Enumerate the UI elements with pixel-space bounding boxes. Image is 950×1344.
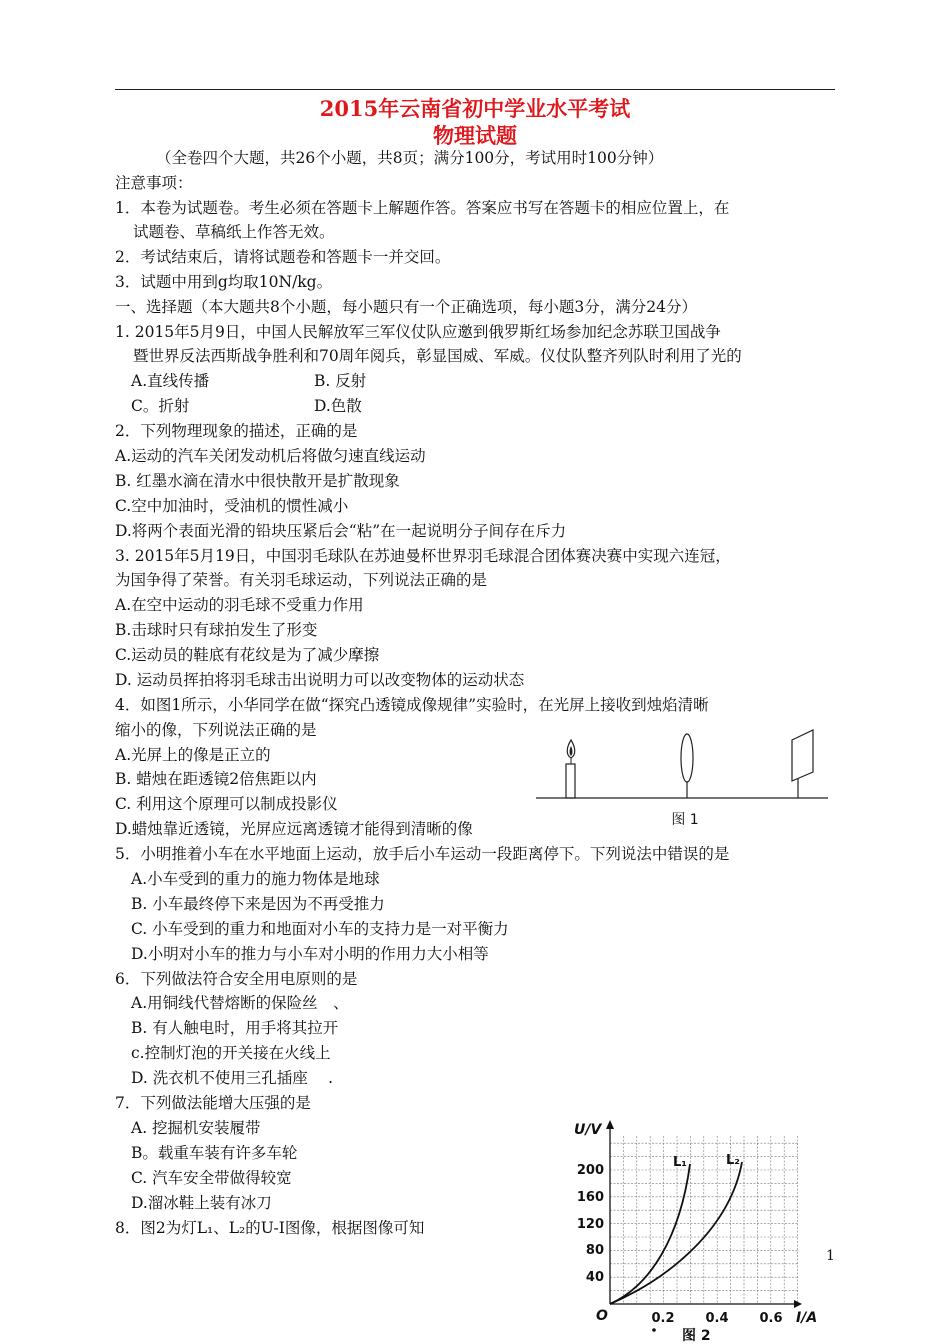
q4-option-c: C. 利用这个原理可以制成投影仪 bbox=[115, 795, 338, 813]
q4-option-d: D.蜡烛靠近透镜，光屏应远离透镜才能得到清晰的像 bbox=[115, 820, 473, 838]
candle-icon bbox=[566, 740, 575, 798]
q5-option-a: A.小车受到的重力的施力物体是地球 bbox=[131, 870, 380, 888]
q3-option-b: B.击球时只有球拍发生了形变 bbox=[115, 621, 318, 639]
x-axis-arrow-icon bbox=[794, 1300, 802, 1308]
q1-stem-2: 暨世界反法西斯战争胜利和70周年阅兵，彰显国威、军威。仪仗队整齐列队时利用了光的 bbox=[133, 347, 742, 365]
convex-lens-icon bbox=[681, 734, 693, 798]
q2-option-b: B. 红墨水滴在清水中很快散开是扩散现象 bbox=[115, 472, 400, 490]
origin-label: O bbox=[596, 1308, 608, 1324]
q5-option-b: B. 小车最终停下来是因为不再受推力 bbox=[131, 895, 385, 913]
q2-option-c: C.空中加油时，受油机的惯性减小 bbox=[115, 497, 349, 515]
y-tick-label: 160 bbox=[576, 1190, 604, 1205]
q4-stem-2: 缩小的像，下列说法正确的是 bbox=[115, 721, 317, 739]
q1-option-c: C。折射 bbox=[131, 397, 190, 415]
notes-heading: 注意事项： bbox=[115, 174, 193, 192]
y-tick-label: 200 bbox=[576, 1163, 604, 1178]
note-1-cont: 试题卷、草稿纸上作答无效。 bbox=[133, 223, 335, 241]
q4-option-b: B. 蜡烛在距透镜2倍焦距以内 bbox=[115, 770, 317, 788]
q6-stem: 6．下列做法符合安全用电原则的是 bbox=[115, 970, 358, 988]
page-number: 1 bbox=[826, 1248, 835, 1264]
q3-stem-1: 3. 2015年5月19日，中国羽毛球队在苏迪曼杯世界羽毛球混合团体赛决赛中实现六连冠， bbox=[115, 547, 731, 565]
q2-option-a: A.运动的汽车关闭发动机后将做匀速直线运动 bbox=[115, 447, 426, 465]
x-tick-label: 0.4 bbox=[705, 1311, 729, 1326]
figure-1-label: 图 1 bbox=[671, 812, 699, 828]
dot-mark bbox=[652, 1328, 656, 1332]
exam-subtitle: 物理试题 bbox=[433, 123, 517, 148]
q2-option-d: D.将两个表面光滑的铅块压紧后会“粘”在一起说明分子间存在斥力 bbox=[115, 522, 567, 540]
graph-grid bbox=[610, 1136, 798, 1304]
q7-option-c: C. 汽车安全带做得较宽 bbox=[131, 1169, 292, 1187]
note-2: 2．考试结束后，请将试题卷和答题卡一并交回。 bbox=[115, 248, 451, 266]
q5-stem: 5．小明推着小车在水平地面上运动，放手后小车运动一段距离停下。下列说法中错误的是 bbox=[115, 845, 730, 863]
q5-option-d: D.小明对小车的推力与小车对小明的作用力大小相等 bbox=[131, 945, 489, 963]
q6-option-c: c.控制灯泡的开关接在火线上 bbox=[131, 1044, 331, 1062]
note-3: 3．试题中用到g均取10N/kg。 bbox=[115, 273, 333, 291]
q7-option-a: A. 挖掘机安装履带 bbox=[131, 1119, 261, 1137]
q1-option-b: B. 反射 bbox=[314, 372, 367, 390]
figure-1-lens-setup bbox=[530, 728, 835, 833]
x-axis-label: I/A bbox=[796, 1310, 818, 1326]
y-axis-label: U/V bbox=[574, 1122, 602, 1138]
q3-option-c: C.运动员的鞋底有花纹是为了减少摩擦 bbox=[115, 646, 380, 664]
q2-stem: 2．下列物理现象的描述，正确的是 bbox=[115, 422, 358, 440]
top-rule bbox=[115, 89, 835, 90]
q4-option-a: A.光屏上的像是正立的 bbox=[115, 746, 271, 764]
series-label-l1: L₁ bbox=[673, 1155, 687, 1170]
y-tick-label: 120 bbox=[576, 1217, 604, 1232]
y-tick-label: 40 bbox=[585, 1270, 604, 1285]
q7-option-d: D.溜冰鞋上装有冰刀 bbox=[131, 1194, 272, 1212]
q1-stem-1: 1. 2015年5月9日，中国人民解放军三军仪仗队应邀到俄罗斯红场参加纪念苏联卫国战争 bbox=[115, 323, 721, 341]
q4-stem-1: 4．如图1所示，小华同学在做“探究凸透镜成像规律”实验时，在光屏上接收到烛焰清晰 bbox=[115, 696, 709, 714]
x-tick-label: 0.2 bbox=[651, 1311, 675, 1326]
y-axis-arrow-icon bbox=[606, 1120, 614, 1129]
q3-option-d: D. 运动员挥拍将羽毛球击出说明力可以改变物体的运动状态 bbox=[115, 671, 525, 689]
section-heading: 一、选择题（本大题共8个小题，每小题只有一个正确选项，每小题3分，满分24分） bbox=[115, 298, 697, 316]
exam-info: （全卷四个大题，共26个小题，共8页；满分100分，考试用时100分钟） bbox=[156, 149, 664, 167]
exam-title: 2015年云南省初中学业水平考试 bbox=[319, 96, 631, 121]
figure-2-ui-graph bbox=[570, 1108, 825, 1344]
note-1: 1．本卷为试题卷。考生必须在答题卡上解题作答。答案应书写在答题卡的相应位置上，在 bbox=[115, 199, 730, 217]
q7-stem: 7．下列做法能增大压强的是 bbox=[115, 1094, 311, 1112]
q6-option-d: D. 洗衣机不使用三孔插座 . bbox=[131, 1069, 334, 1087]
x-tick-label: 0.6 bbox=[759, 1311, 783, 1326]
q8-stem: 8．图2为灯L₁、L₂的U-I图像，根据图像可知 bbox=[115, 1219, 425, 1237]
q1-option-d: D.色散 bbox=[314, 397, 362, 415]
figure-2-label: 图 2 bbox=[682, 1328, 711, 1344]
q1-option-a: A.直线传播 bbox=[131, 372, 210, 390]
q3-option-a: A.在空中运动的羽毛球不受重力作用 bbox=[115, 596, 364, 614]
y-tick-label: 80 bbox=[585, 1243, 604, 1258]
series-label-l2: L₂ bbox=[726, 1153, 740, 1168]
q7-option-b: B。载重车装有许多车轮 bbox=[131, 1144, 298, 1162]
q6-option-a: A.用铜线代替熔断的保险丝 、 bbox=[131, 994, 349, 1012]
q3-stem-2: 为国争得了荣誉。有关羽毛球运动，下列说法正确的是 bbox=[115, 571, 488, 589]
light-screen-icon bbox=[792, 730, 813, 798]
q6-option-b: B. 有人触电时，用手将其拉开 bbox=[131, 1019, 339, 1037]
q5-option-c: C. 小车受到的重力和地面对小车的支持力是一对平衡力 bbox=[131, 920, 509, 938]
